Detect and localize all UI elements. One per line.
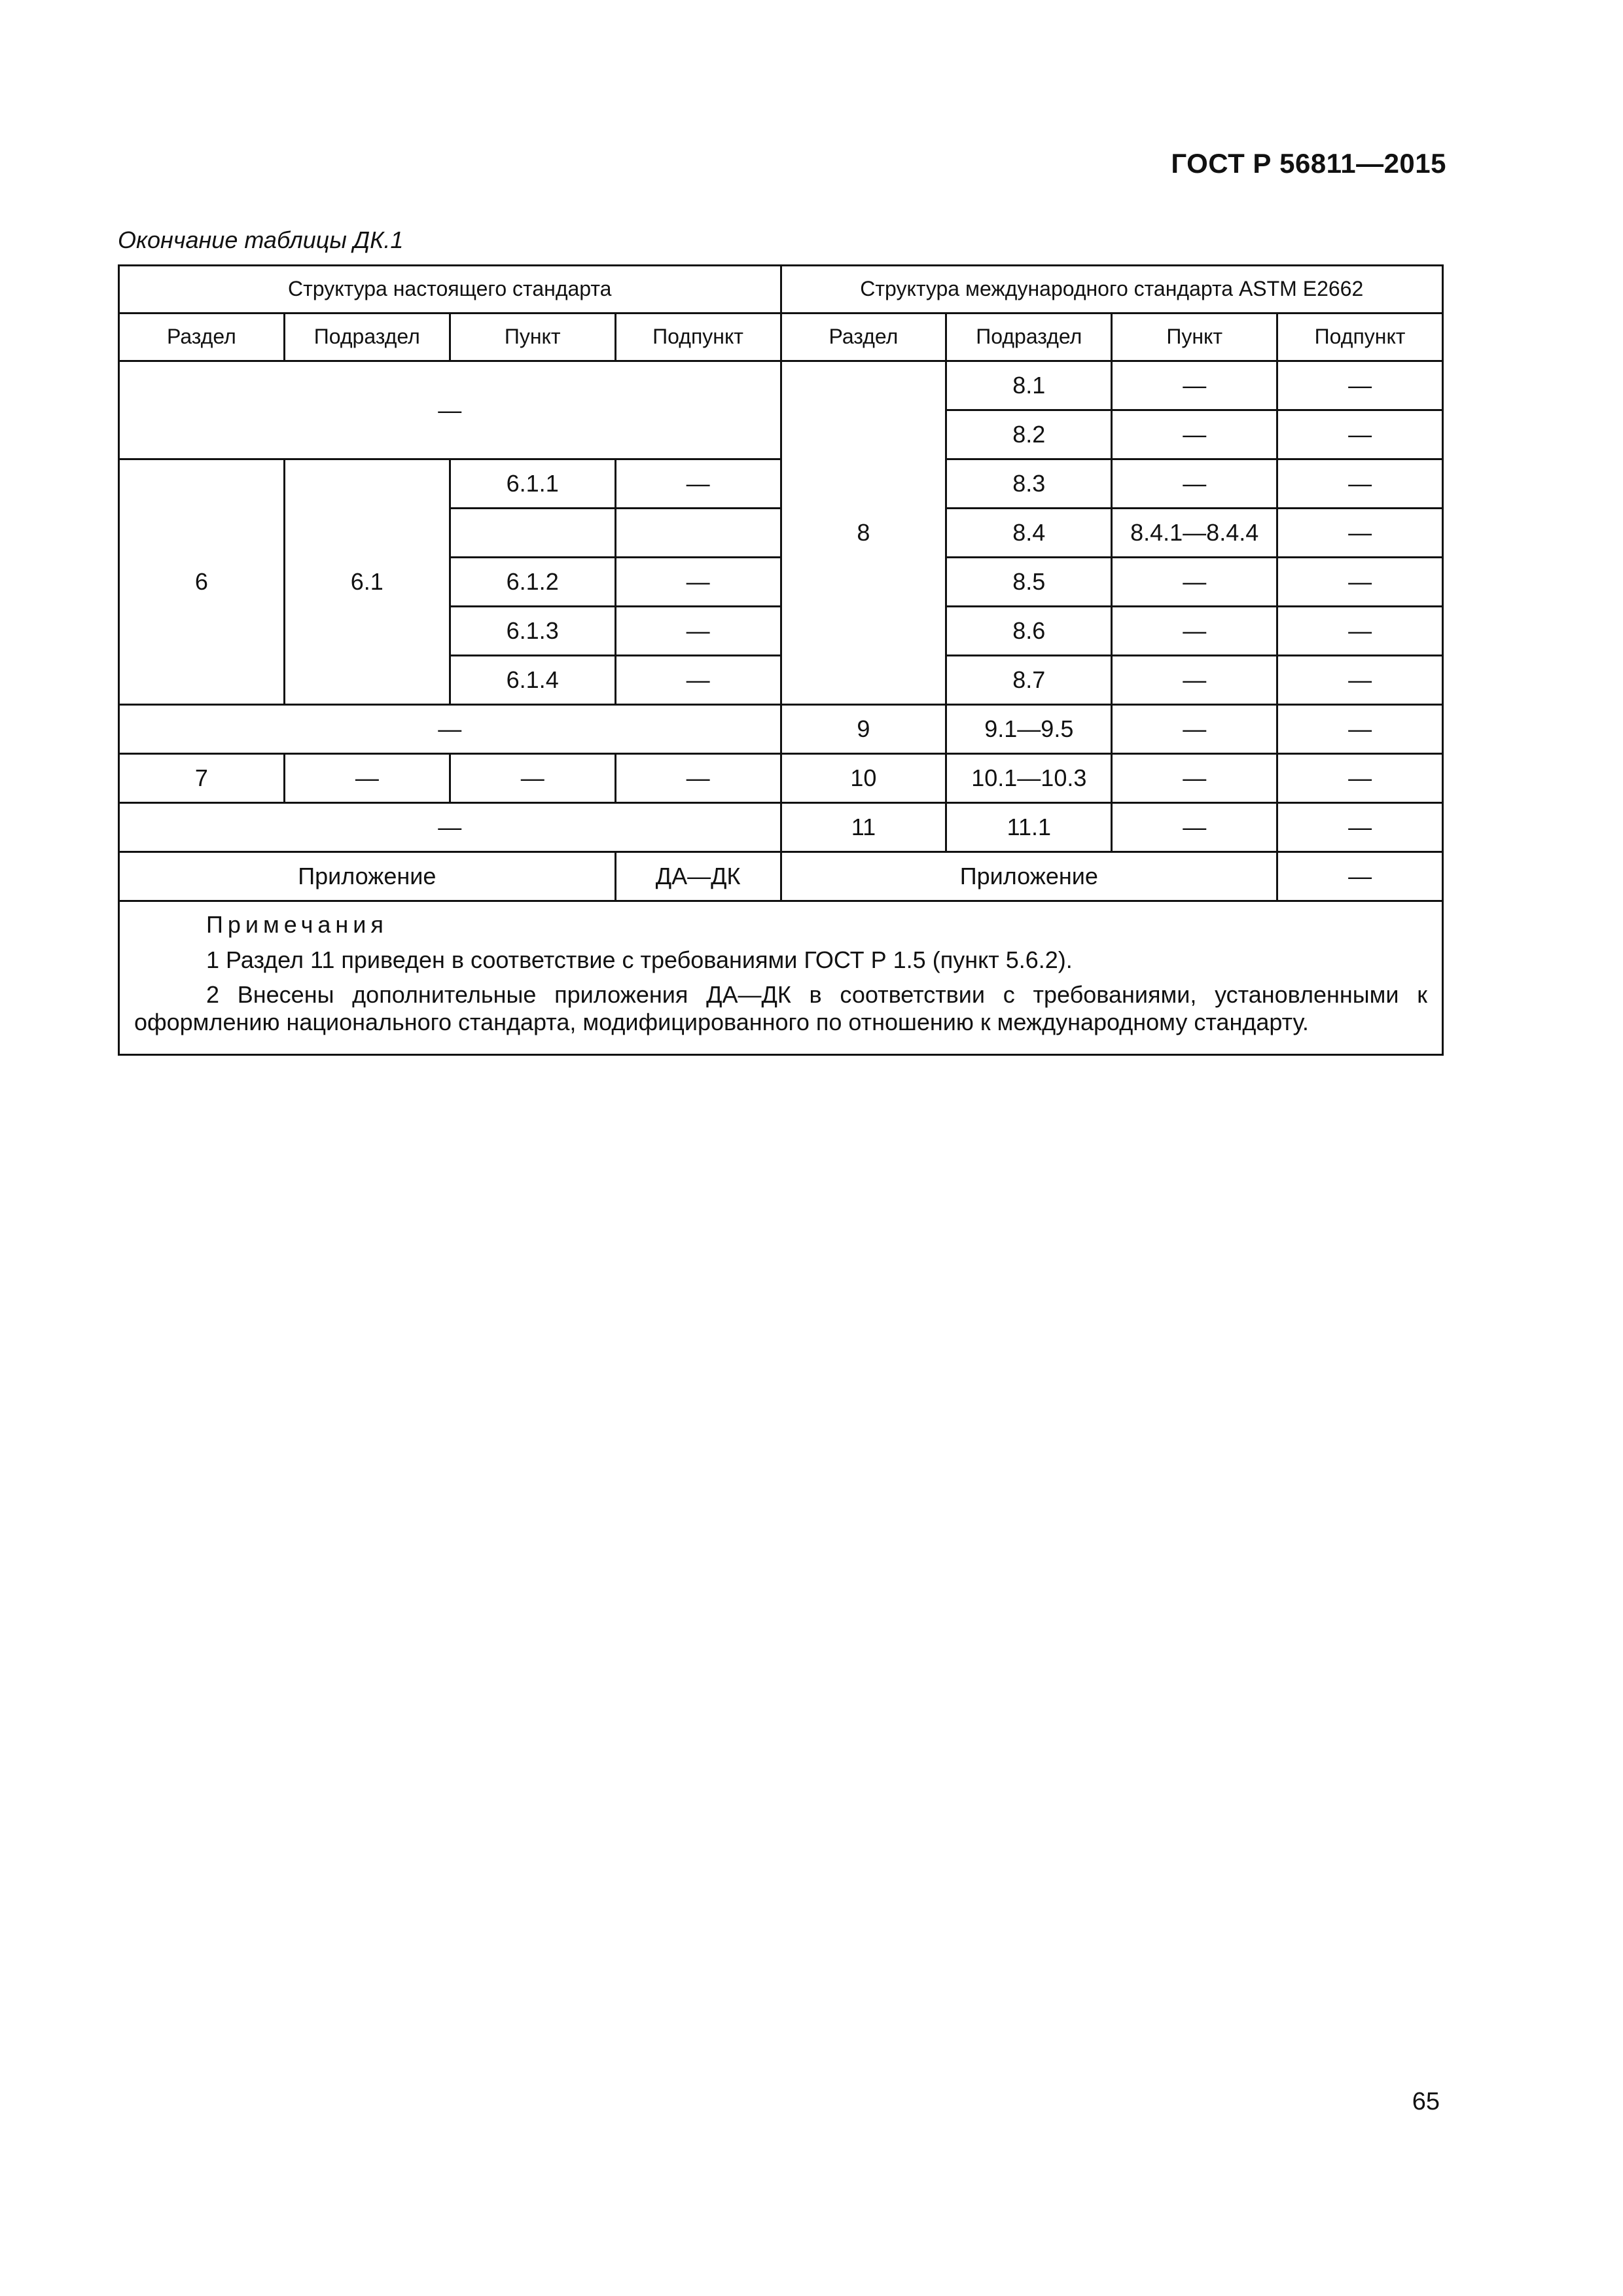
table-cell: — xyxy=(1112,410,1277,459)
table-cell: — xyxy=(1277,754,1443,803)
group-header-national: Структура настоящего стандарта xyxy=(119,266,781,314)
table-cell: 6.1 xyxy=(284,459,450,705)
table-caption: Окончание таблицы ДК.1 xyxy=(118,226,404,253)
table-cell: — xyxy=(1112,361,1277,410)
table-cell: — xyxy=(1112,558,1277,607)
table-cell: ДА—ДК xyxy=(615,852,781,901)
column-header: Подраздел xyxy=(284,314,450,361)
table-cell: — xyxy=(615,607,781,656)
table-cell: 6 xyxy=(119,459,285,705)
notes-title: Примечания xyxy=(206,911,388,938)
table-cell: — xyxy=(1277,803,1443,852)
table-cell: 6.1.3 xyxy=(450,607,615,656)
table-cell: Приложение xyxy=(781,852,1277,901)
column-header: Подраздел xyxy=(946,314,1112,361)
table-cell: — xyxy=(1277,607,1443,656)
table-cell: — xyxy=(1277,656,1443,705)
table-cell: 8.4 xyxy=(946,509,1112,558)
table-notes-row xyxy=(119,901,1443,1055)
table-cell: — xyxy=(1277,705,1443,754)
table-cell: — xyxy=(1112,459,1277,509)
table-column-header-row xyxy=(119,314,1443,361)
table-cell: 8.5 xyxy=(946,558,1112,607)
table-cell: — xyxy=(1112,607,1277,656)
column-header: Пункт xyxy=(450,314,615,361)
table-cell: — xyxy=(1277,509,1443,558)
table-cell: — xyxy=(1277,361,1443,410)
group-header-international: Структура международного стандарта ASTM E2662 xyxy=(781,266,1443,314)
column-header: Подпункт xyxy=(1277,314,1443,361)
table-row xyxy=(119,803,1443,852)
table-cell: 6.1.2 xyxy=(450,558,615,607)
table-cell: — xyxy=(1112,656,1277,705)
column-header: Раздел xyxy=(119,314,285,361)
table-cell: — xyxy=(615,459,781,509)
table-cell: 8.7 xyxy=(946,656,1112,705)
table-cell: 8.6 xyxy=(946,607,1112,656)
table-row xyxy=(119,754,1443,803)
note-item: 2 Внесены дополнительные приложения ДА—ДК в соответствии с требованиями, установленными к оформлению национального стандарта, модифицированного по отношению к международному стандарту. xyxy=(134,980,1427,1036)
table-cell: Приложение xyxy=(119,852,616,901)
table-cell: — xyxy=(1277,410,1443,459)
table-cell: 9.1—9.5 xyxy=(946,705,1112,754)
table-cell: 8.4.1—8.4.4 xyxy=(1112,509,1277,558)
table-cell: 10.1—10.3 xyxy=(946,754,1112,803)
table-cell: — xyxy=(1112,705,1277,754)
table-cell-empty xyxy=(450,509,615,558)
table-cell: 8.3 xyxy=(946,459,1112,509)
table-cell: 9 xyxy=(781,705,946,754)
page-number: 65 xyxy=(1412,2088,1440,2115)
table-cell-empty xyxy=(615,509,781,558)
table-row xyxy=(119,361,1443,410)
table-cell: 8 xyxy=(781,361,946,705)
table-cell: — xyxy=(1112,754,1277,803)
document-standard-id: ГОСТ Р 56811—2015 xyxy=(1171,148,1446,179)
table-cell: 8.1 xyxy=(946,361,1112,410)
table-cell: — xyxy=(119,803,781,852)
table-cell: 11.1 xyxy=(946,803,1112,852)
structure-comparison-table xyxy=(118,264,1444,1056)
column-header: Пункт xyxy=(1112,314,1277,361)
table-cell: — xyxy=(1112,803,1277,852)
table-cell: 10 xyxy=(781,754,946,803)
table-cell: — xyxy=(615,656,781,705)
table-row-appendix xyxy=(119,852,1443,901)
table-cell: 11 xyxy=(781,803,946,852)
table-cell: 8.2 xyxy=(946,410,1112,459)
table-cell: — xyxy=(1277,558,1443,607)
table-cell: — xyxy=(615,558,781,607)
notes-cell xyxy=(119,901,1443,1055)
column-header: Подпункт xyxy=(615,314,781,361)
table-cell: — xyxy=(1277,852,1443,901)
table-cell: 7 xyxy=(119,754,285,803)
column-header: Раздел xyxy=(781,314,946,361)
table-cell: — xyxy=(119,361,781,459)
table-cell: 6.1.4 xyxy=(450,656,615,705)
table-cell: — xyxy=(450,754,615,803)
table-cell: — xyxy=(284,754,450,803)
table-cell: 6.1.1 xyxy=(450,459,615,509)
table-cell: — xyxy=(1277,459,1443,509)
table-row xyxy=(119,705,1443,754)
table-cell: — xyxy=(119,705,781,754)
note-item: 1 Раздел 11 приведен в соответствие с требованиями ГОСТ Р 1.5 (пункт 5.6.2). xyxy=(206,946,1073,974)
table-group-header-row xyxy=(119,266,1443,314)
table-cell: — xyxy=(615,754,781,803)
